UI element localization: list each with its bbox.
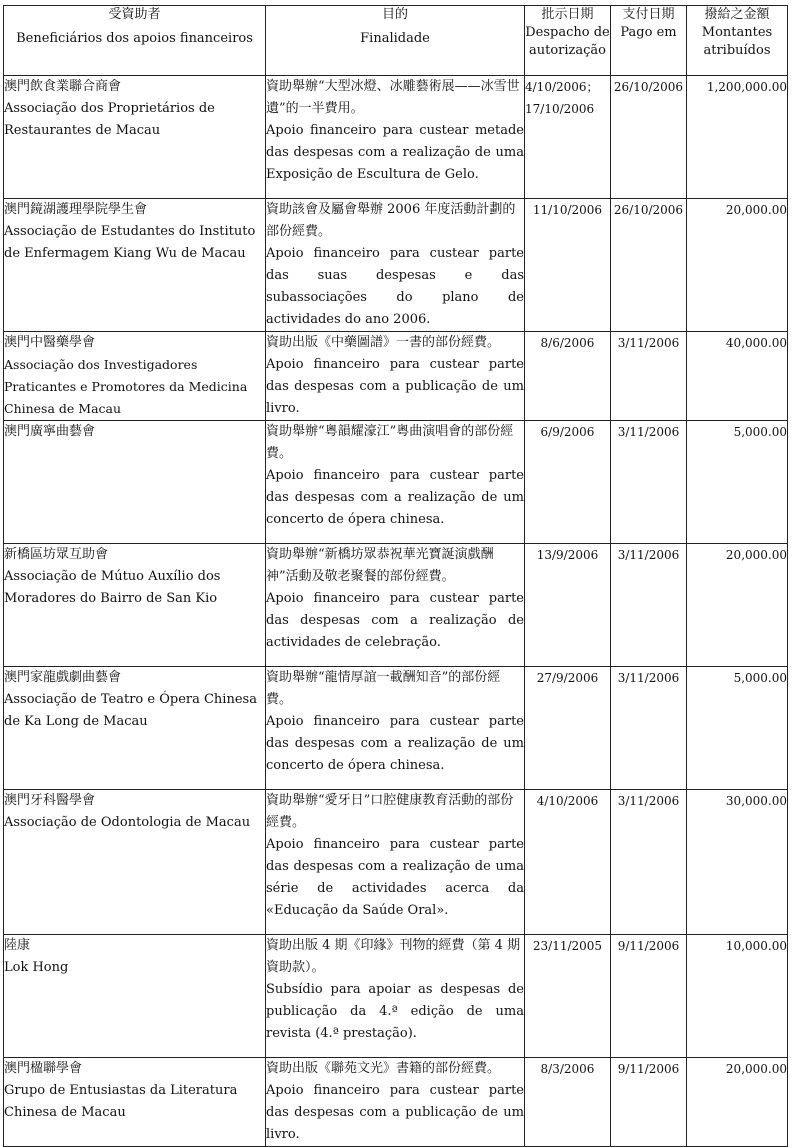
header-beneficiary-zh: 受資助者	[108, 7, 161, 22]
purpose-zh: 資助出版 4 期《印緣》刊物的經費（第 4 期資助款）。	[266, 938, 521, 975]
table-row	[4, 790, 788, 935]
beneficiary-zh: 澳門飲食業聯合商會	[4, 79, 122, 94]
approval-date: 11/10/2006	[525, 199, 611, 332]
paid-date: 3/11/2006	[611, 544, 687, 667]
table-row	[4, 1058, 788, 1147]
amount: 5,000.00	[687, 667, 788, 790]
amount: 5,000.00	[687, 421, 788, 544]
beneficiary-pt: Associação de Teatro e Ópera Chinesa de Ka Long de Macau	[4, 692, 257, 729]
header-purpose-pt: Finalidade	[360, 31, 430, 46]
table-row	[4, 544, 788, 667]
beneficiary-cell	[4, 199, 266, 332]
purpose-pt: Apoio financeiro para custear parte das despesas com a publicação de um livro.	[266, 1083, 524, 1142]
beneficiary-zh: 澳門鏡湖護理學院學生會	[4, 202, 148, 217]
approval-date: 4/10/2006	[525, 790, 611, 935]
beneficiary-cell	[4, 76, 266, 199]
purpose-cell	[266, 1058, 525, 1147]
approval-date: 23/11/2005	[525, 935, 611, 1058]
beneficiary-pt: Associação de Estudantes do Instituto de Enfermagem Kiang Wu de Macau	[4, 224, 256, 261]
amount: 30,000.00	[687, 790, 788, 935]
purpose-cell	[266, 544, 525, 667]
header-beneficiary-pt: Beneficiários dos apoios financeiros	[16, 31, 253, 46]
purpose-pt: Apoio financeiro para custear parte das suas despesas e das subassociações do plano de actividades do ano 2006.	[266, 246, 524, 327]
subsidy-table	[3, 5, 788, 1147]
beneficiary-zh: 澳門牙科醫學會	[4, 793, 96, 808]
purpose-pt: Subsídio para apoiar as despesas de publicação da 4.ª edição de uma revista (4.ª prestação).	[266, 982, 524, 1041]
table-header	[4, 6, 788, 76]
beneficiary-pt: Grupo de Entusiastas da Literatura Chinesa de Macau	[4, 1083, 238, 1120]
purpose-zh: 資助該會及屬會舉辦 2006 年度活動計劃的部份經費。	[266, 202, 516, 239]
beneficiary-cell	[4, 667, 266, 790]
purpose-pt: Apoio financeiro para custear parte das despesas com a realização de uma série de actividades acerca da «Educação da Saúde Oral».	[266, 837, 524, 918]
table-row	[4, 935, 788, 1058]
amount: 1,200,000.00	[687, 76, 788, 199]
table-row	[4, 421, 788, 544]
approval-date: 6/9/2006	[525, 421, 611, 544]
table-row	[4, 667, 788, 790]
approval-date: 27/9/2006	[525, 667, 611, 790]
purpose-zh: 資助出版《中藥圖譜》一書的部份經費。	[266, 335, 501, 350]
amount: 20,000.00	[687, 544, 788, 667]
table-row	[4, 332, 788, 421]
paid-date: 3/11/2006	[611, 421, 687, 544]
purpose-zh: 資助舉辦“粵韻耀濠江”粵曲演唱會的部份經費。	[266, 424, 514, 461]
purpose-pt: Apoio financeiro para custear parte das despesas com a publicação de um livro.	[266, 357, 524, 416]
beneficiary-zh: 陸康	[4, 938, 31, 953]
table-row	[4, 76, 788, 199]
beneficiary-pt: Associação dos Investigadores Praticantes e Promotores da Medicina Chinesa de Macau	[4, 357, 248, 416]
purpose-zh: 資助舉辦“大型冰燈、冰雕藝術展——冰雪世遺”的一半費用。	[266, 79, 520, 116]
beneficiary-cell	[4, 421, 266, 544]
beneficiary-pt: Associação dos Proprietários de Restaurantes de Macau	[4, 101, 215, 138]
purpose-pt: Apoio financeiro para custear metade das despesas com a realização de uma Exposição de Escultura de Gelo.	[266, 123, 524, 182]
approval-date: 4/10/2006；17/10/2006	[525, 76, 611, 199]
beneficiary-zh: 新橋區坊眾互助會	[4, 547, 109, 562]
beneficiary-cell	[4, 544, 266, 667]
header-approval-pt: Despacho de autorização	[525, 25, 610, 58]
beneficiary-cell	[4, 1058, 266, 1147]
approval-date: 8/3/2006	[525, 1058, 611, 1147]
amount: 10,000.00	[687, 935, 788, 1058]
beneficiary-cell	[4, 332, 266, 421]
beneficiary-zh: 澳門楹聯學會	[4, 1061, 83, 1076]
beneficiary-pt: Associação de Odontologia de Macau	[4, 815, 251, 830]
amount: 20,000.00	[687, 1058, 788, 1147]
approval-date: 13/9/2006	[525, 544, 611, 667]
header-paid-pt: Pago em	[620, 25, 677, 40]
paid-date: 9/11/2006	[611, 1058, 687, 1147]
paid-date: 3/11/2006	[611, 790, 687, 935]
beneficiary-zh: 澳門家龍戲劇曲藝會	[4, 670, 122, 685]
header-beneficiary	[4, 6, 266, 76]
purpose-cell	[266, 935, 525, 1058]
approval-date: 8/6/2006	[525, 332, 611, 421]
beneficiary-pt: Associação de Mútuo Auxílio dos Moradores do Bairro de San Kio	[4, 569, 221, 606]
header-amount	[687, 6, 788, 76]
purpose-pt: Apoio financeiro para custear parte das despesas com a realização de actividades de celebração.	[266, 591, 524, 650]
purpose-cell	[266, 199, 525, 332]
beneficiary-zh: 澳門中醫藥學會	[4, 335, 96, 350]
paid-date: 9/11/2006	[611, 935, 687, 1058]
header-approval	[525, 6, 611, 76]
table-body	[4, 76, 788, 1147]
purpose-zh: 資助出版《聯苑文光》書籍的部份經費。	[266, 1061, 501, 1076]
purpose-zh: 資助舉辦“龍情厚誼一載酬知音”的部份經費。	[266, 670, 501, 707]
header-paid-zh: 支付日期	[622, 7, 675, 22]
header-approval-zh: 批示日期	[541, 7, 594, 22]
purpose-cell	[266, 76, 525, 199]
paid-date: 3/11/2006	[611, 332, 687, 421]
beneficiary-cell	[4, 790, 266, 935]
purpose-pt: Apoio financeiro para custear parte das despesas com a realização de um concerto de ópera chinesa.	[266, 468, 524, 527]
purpose-pt: Apoio financeiro para custear parte das despesas com a realização de um concerto de ópera chinesa.	[266, 714, 524, 773]
amount: 20,000.00	[687, 199, 788, 332]
header-purpose-zh: 目的	[381, 7, 408, 22]
paid-date: 26/10/2006	[611, 199, 687, 332]
purpose-cell	[266, 790, 525, 935]
purpose-cell	[266, 332, 525, 421]
table-row	[4, 199, 788, 332]
header-paid	[611, 6, 687, 76]
purpose-cell	[266, 421, 525, 544]
paid-date: 26/10/2006	[611, 76, 687, 199]
beneficiary-cell	[4, 935, 266, 1058]
amount: 40,000.00	[687, 332, 788, 421]
paid-date: 3/11/2006	[611, 667, 687, 790]
header-amount-pt: Montantes atribuídos	[701, 25, 773, 58]
beneficiary-zh: 澳門廣寧曲藝會	[4, 424, 96, 439]
header-purpose	[266, 6, 525, 76]
beneficiary-pt: Lok Hong	[4, 960, 69, 975]
purpose-cell	[266, 667, 525, 790]
purpose-zh: 資助舉辦“新橋坊眾恭祝華光寶誕演戲酬神”活動及敬老聚餐的部份經費。	[266, 547, 494, 584]
header-amount-zh: 撥給之金額	[704, 7, 770, 22]
purpose-zh: 資助舉辦“愛牙日”口腔健康教育活動的部份經費。	[266, 793, 514, 830]
